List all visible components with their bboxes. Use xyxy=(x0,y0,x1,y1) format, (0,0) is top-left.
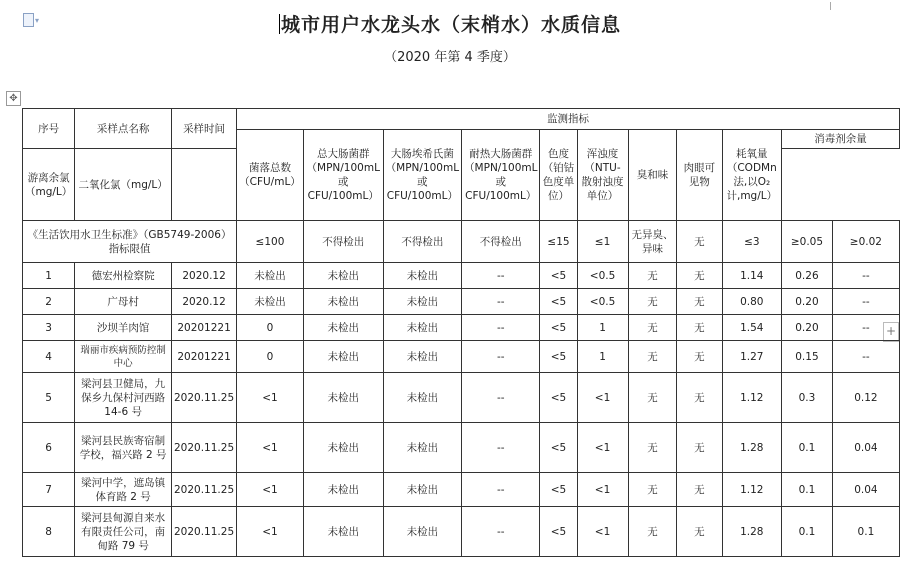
row-value: 未检出 xyxy=(383,315,461,341)
row-value: 无 xyxy=(628,341,677,373)
row-value: 无 xyxy=(628,373,677,423)
row-value: 0.1 xyxy=(832,507,899,557)
row-value: 无 xyxy=(677,507,722,557)
page-title xyxy=(0,10,900,37)
header-thermo-coliform: 耐热大肠菌群（MPN/100mL或CFU/100mL） xyxy=(462,130,540,221)
text-cursor xyxy=(279,14,280,34)
row-value: 未检出 xyxy=(303,423,383,473)
standard-value: 不得检出 xyxy=(383,221,461,263)
row-value: -- xyxy=(462,373,540,423)
header-free-chlorine: 游离余氯（mg/L） xyxy=(23,149,75,221)
row-value: 0.3 xyxy=(782,373,833,423)
row-value: -- xyxy=(462,315,540,341)
row-value: 0.20 xyxy=(782,315,833,341)
row-time: 2020.11.25 xyxy=(172,373,237,423)
row-value: 1 xyxy=(577,315,628,341)
row-site: 德宏州检察院 xyxy=(75,263,172,289)
row-value: 未检出 xyxy=(383,507,461,557)
row-seq: 5 xyxy=(23,373,75,423)
row-site: 梁河县卫健局，九保乡九保村河西路 14-6 号 xyxy=(75,373,172,423)
row-seq: 7 xyxy=(23,473,75,507)
row-value: <1 xyxy=(577,473,628,507)
row-value: 0.15 xyxy=(782,341,833,373)
row-value: 0.04 xyxy=(832,473,899,507)
row-value: -- xyxy=(462,423,540,473)
row-site: 梁河县民族寄宿制学校，福兴路 2 号 xyxy=(75,423,172,473)
row-value: <5 xyxy=(540,423,577,473)
row-value: <1 xyxy=(237,373,304,423)
add-column-button[interactable]: + xyxy=(883,322,899,342)
row-value: <5 xyxy=(540,507,577,557)
row-value: <1 xyxy=(577,373,628,423)
row-value: 无 xyxy=(628,507,677,557)
document-icon[interactable]: ▾ xyxy=(20,12,40,28)
row-value: 1.54 xyxy=(722,315,782,341)
row-value: 无 xyxy=(628,473,677,507)
row-site: 瑞丽市疾病预防控制中心 xyxy=(75,341,172,373)
row-value: 无 xyxy=(677,289,722,315)
row-value: <5 xyxy=(540,473,577,507)
row-value: 未检出 xyxy=(303,507,383,557)
standard-value: ≤100 xyxy=(237,221,304,263)
standard-label: 《生活饮用水卫生标准》（GB5749-2006）指标限值 xyxy=(23,221,237,263)
standard-value: ≤3 xyxy=(722,221,782,263)
row-value: 0.1 xyxy=(782,473,833,507)
row-value: 1.27 xyxy=(722,341,782,373)
row-value: <1 xyxy=(237,423,304,473)
row-value: <1 xyxy=(237,507,304,557)
row-value: 无 xyxy=(677,373,722,423)
row-value: 未检出 xyxy=(383,473,461,507)
row-value: <0.5 xyxy=(577,289,628,315)
row-seq: 1 xyxy=(23,263,75,289)
header-total-coliform: 总大肠菌群（MPN/100mL或CFU/100mL） xyxy=(303,130,383,221)
standard-value: ≤1 xyxy=(577,221,628,263)
margin-marker xyxy=(830,2,831,10)
row-value: 0.04 xyxy=(832,423,899,473)
row-value: <5 xyxy=(540,341,577,373)
row-value: -- xyxy=(462,473,540,507)
header-seq: 序号 xyxy=(23,109,75,149)
header-visible: 肉眼可见物 xyxy=(677,130,722,221)
row-value: 无 xyxy=(628,315,677,341)
table-row xyxy=(23,507,900,557)
row-seq: 8 xyxy=(23,507,75,557)
row-site: 广母村 xyxy=(75,289,172,315)
header-chlorine-dioxide: 二氧化氯（mg/L） xyxy=(75,149,172,221)
table-row xyxy=(23,341,900,373)
row-value: <1 xyxy=(237,473,304,507)
row-value: 无 xyxy=(677,423,722,473)
row-value: 0.26 xyxy=(782,263,833,289)
row-value: <5 xyxy=(540,315,577,341)
row-time: 20201221 xyxy=(172,341,237,373)
row-value: 未检出 xyxy=(383,289,461,315)
row-value: 未检出 xyxy=(303,263,383,289)
row-value: 未检出 xyxy=(303,373,383,423)
header-turbidity: 浑浊度（NTU-散射浊度单位） xyxy=(577,130,628,221)
row-value: 1.12 xyxy=(722,473,782,507)
row-value: 未检出 xyxy=(303,473,383,507)
row-value: 0.80 xyxy=(722,289,782,315)
standard-value: 无 xyxy=(677,221,722,263)
row-value: 0.1 xyxy=(782,423,833,473)
row-time: 20201221 xyxy=(172,315,237,341)
row-value: 未检出 xyxy=(303,315,383,341)
table-row xyxy=(23,263,900,289)
row-value: 无 xyxy=(677,263,722,289)
row-time: 2020.12 xyxy=(172,289,237,315)
header-disinfectant: 消毒剂余量 xyxy=(782,130,900,149)
row-seq: 6 xyxy=(23,423,75,473)
page-title-text: 城市用户水龙头水（末梢水）水质信息 xyxy=(280,14,621,36)
row-value: 未检出 xyxy=(383,373,461,423)
row-time: 2020.11.25 xyxy=(172,423,237,473)
standard-value: ≤15 xyxy=(540,221,577,263)
header-cod: 耗氧量（CODMn法,以O₂计,mg/L） xyxy=(722,130,782,221)
header-ecoli: 大肠埃希氏菌（MPN/100mL或CFU/100mL） xyxy=(383,130,461,221)
row-time: 2020.11.25 xyxy=(172,507,237,557)
header-colony: 菌落总数（CFU/mL） xyxy=(237,130,304,221)
row-value: 未检出 xyxy=(237,263,304,289)
row-value: 无 xyxy=(677,473,722,507)
row-value: 1 xyxy=(577,341,628,373)
row-value: 未检出 xyxy=(303,341,383,373)
row-time: 2020.12 xyxy=(172,263,237,289)
row-value: 1.12 xyxy=(722,373,782,423)
row-value: -- xyxy=(832,341,899,373)
row-site: 梁河中学，遮岛镇体育路 2 号 xyxy=(75,473,172,507)
row-value: 0.20 xyxy=(782,289,833,315)
row-value: 0 xyxy=(237,315,304,341)
row-value: -- xyxy=(832,315,899,341)
table-row xyxy=(23,289,900,315)
table-move-handle-icon[interactable]: ✥ xyxy=(6,91,21,106)
row-value: 1.28 xyxy=(722,423,782,473)
water-quality-table xyxy=(22,108,900,557)
row-value: 0 xyxy=(237,341,304,373)
row-value: -- xyxy=(462,341,540,373)
row-value: -- xyxy=(462,289,540,315)
row-site: 梁河县甸源自来水有限责任公司，南甸路 79 号 xyxy=(75,507,172,557)
page-subtitle: （2020 年第 4 季度） xyxy=(384,50,516,65)
table-row xyxy=(23,473,900,507)
row-value: 未检出 xyxy=(383,341,461,373)
row-value: <5 xyxy=(540,289,577,315)
row-seq: 3 xyxy=(23,315,75,341)
row-value: 未检出 xyxy=(383,423,461,473)
header-odor: 臭和味 xyxy=(628,130,677,221)
table-row xyxy=(23,315,900,341)
row-value: 未检出 xyxy=(303,289,383,315)
standard-value: ≥0.02 xyxy=(832,221,899,263)
row-value: <1 xyxy=(577,507,628,557)
row-value: 0.1 xyxy=(782,507,833,557)
standard-value: ≥0.05 xyxy=(782,221,833,263)
row-value: 未检出 xyxy=(383,263,461,289)
row-value: 未检出 xyxy=(237,289,304,315)
table-row xyxy=(23,373,900,423)
row-value: -- xyxy=(462,507,540,557)
standard-value: 无异臭、异味 xyxy=(628,221,677,263)
row-value: -- xyxy=(462,263,540,289)
table-row xyxy=(23,423,900,473)
row-value: <5 xyxy=(540,373,577,423)
row-value: <1 xyxy=(577,423,628,473)
row-value: 1.14 xyxy=(722,263,782,289)
standard-row xyxy=(23,221,900,263)
row-value: 0.12 xyxy=(832,373,899,423)
row-value: 无 xyxy=(628,263,677,289)
row-site: 沙坝羊肉馆 xyxy=(75,315,172,341)
header-site: 采样点名称 xyxy=(75,109,172,149)
standard-value: 不得检出 xyxy=(303,221,383,263)
row-seq: 4 xyxy=(23,341,75,373)
row-value: <5 xyxy=(540,263,577,289)
header-color: 色度（铂钴色度单位） xyxy=(540,130,577,221)
header-monitoring: 监测指标 xyxy=(237,109,900,130)
row-value: 无 xyxy=(628,423,677,473)
row-seq: 2 xyxy=(23,289,75,315)
row-value: 无 xyxy=(628,289,677,315)
standard-value: 不得检出 xyxy=(462,221,540,263)
row-value: 无 xyxy=(677,341,722,373)
row-value: 无 xyxy=(677,315,722,341)
row-value: 1.28 xyxy=(722,507,782,557)
row-time: 2020.11.25 xyxy=(172,473,237,507)
row-value: -- xyxy=(832,263,899,289)
header-time: 采样时间 xyxy=(172,109,237,149)
row-value: -- xyxy=(832,289,899,315)
row-value: <0.5 xyxy=(577,263,628,289)
